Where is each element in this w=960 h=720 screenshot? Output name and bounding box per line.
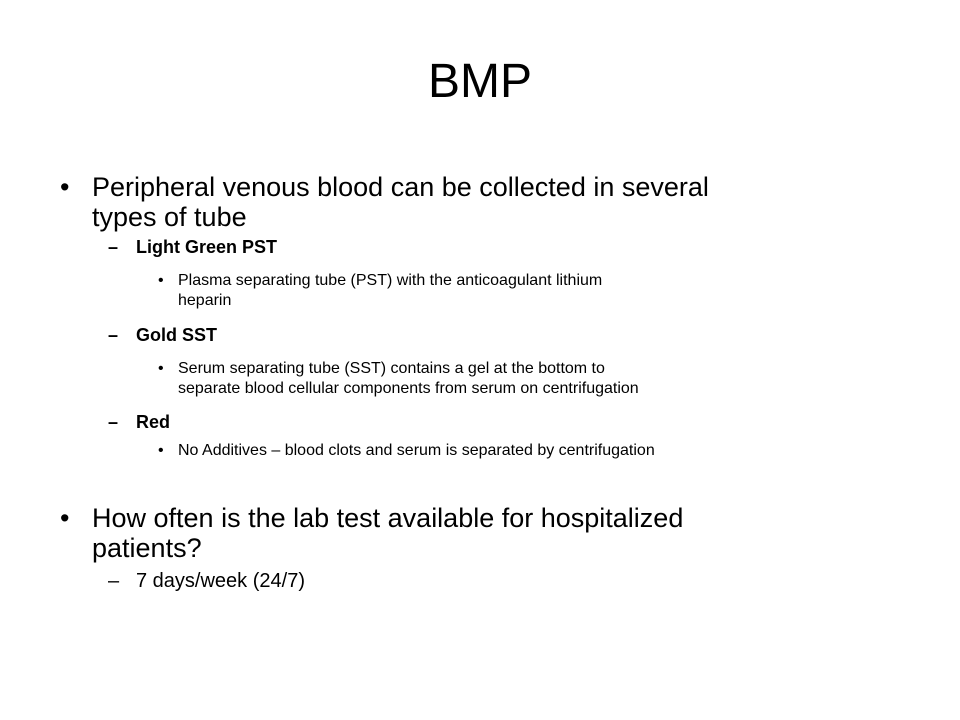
bullet-icon: • — [158, 272, 164, 289]
subitem-label: Gold SST — [136, 325, 217, 345]
detail-text-line: Serum separating tube (SST) contains a gel at the bottom to — [178, 360, 605, 377]
bullet-icon: • — [158, 360, 164, 377]
detail-text-line: No Additives – blood clots and serum is separated by centrifugation — [178, 442, 655, 459]
bullet-text-line: How often is the lab test available for hospitalized — [92, 503, 684, 533]
detail-text-line: Plasma separating tube (PST) with the anticoagulant lithium — [178, 272, 603, 289]
bullet-text-line: Peripheral venous blood can be collected in several — [92, 172, 709, 202]
dash-icon: – — [108, 325, 119, 345]
dash-icon: – — [108, 412, 119, 432]
dash-icon: – — [108, 570, 120, 592]
slide-title: BMP — [427, 55, 532, 108]
bullet-text-line: types of tube — [92, 202, 247, 232]
dash-icon: – — [108, 237, 119, 257]
bullet-icon: • — [60, 503, 70, 533]
bullet-text-line: patients? — [92, 533, 202, 563]
subitem-label: Light Green PST — [136, 237, 278, 257]
detail-text-line: heparin — [178, 292, 232, 309]
subitem-label: 7 days/week (24/7) — [136, 570, 305, 592]
subitem-label: Red — [136, 412, 171, 432]
bullet-icon: • — [158, 442, 164, 459]
bullet-icon: • — [60, 172, 70, 202]
detail-text-line: separate blood cellular components from serum on centrifugation — [178, 380, 639, 397]
